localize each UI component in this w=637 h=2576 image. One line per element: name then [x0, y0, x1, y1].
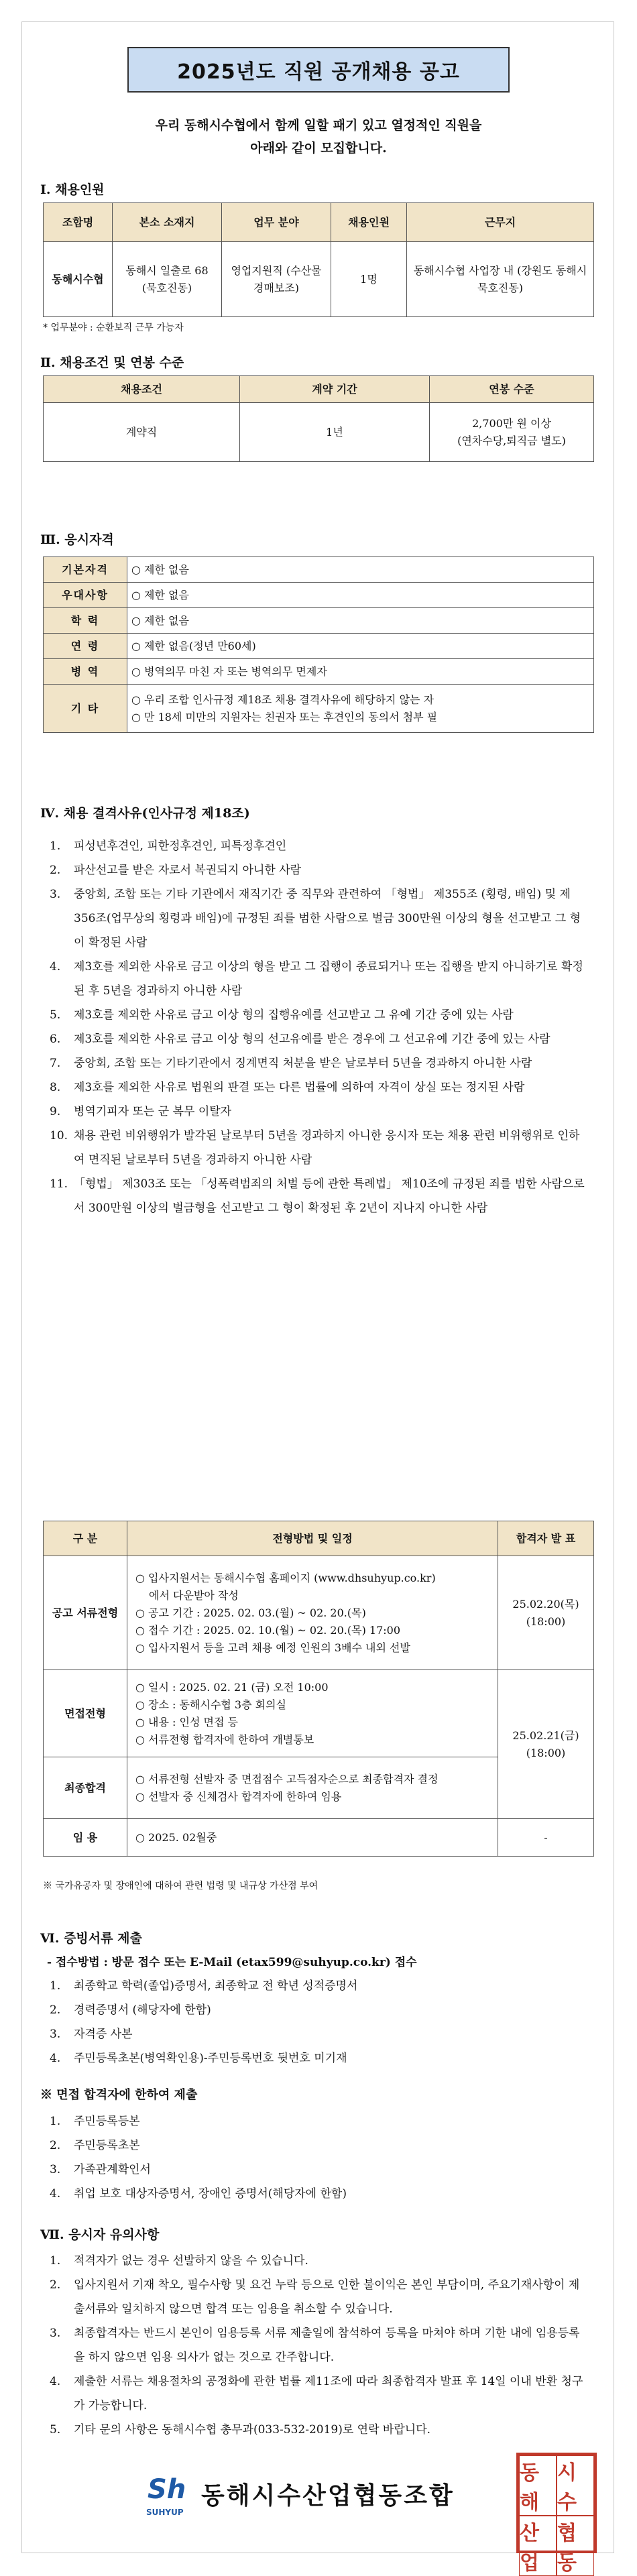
notice-list: [50, 2249, 586, 2442]
section-heading-3: Ⅲ. 응시자격: [40, 532, 114, 547]
list-item: 2. 입사지원서 기재 착오, 필수사항 및 요건 누락 등으로 인한 불이익은 본인 부담이며, 주요기재사항이 제출서류와 일치하지 않으면 합격 또는 임용을 취소할 수 있습니다.: [50, 2278, 580, 2316]
list-item: 1. 피성년후견인, 피한정후견인, 피특정후견인: [50, 839, 287, 853]
detail-line: ○ 선발자 중 신체검사 합격자에 한하여 임용: [135, 1790, 342, 1803]
document-list: [50, 1974, 586, 2070]
section-heading-6: Ⅵ. 증빙서류 제출: [40, 1931, 142, 1946]
list-item: 5. 기타 문의 사항은 동해시수협 총무과(033-532-2019)로 연락 바랍니다.: [50, 2423, 431, 2437]
list-item: 1. 주민등록등본: [50, 2115, 140, 2128]
official-seal: [516, 2453, 597, 2575]
qualification-table: [43, 557, 594, 733]
list-item: 3. 최종합격자는 반드시 본인이 임용등록 서류 제출일에 참석하여 등록을 마쳐야 하며 기한 내에 임용등록을 하지 않으면 임용 의사가 없는 것으로 간주합니다.: [50, 2327, 580, 2364]
row-hire-key: 임 용: [44, 1819, 127, 1857]
row-hire-result: -: [498, 1819, 594, 1857]
list-item: 2. 파산선고를 받은 자로서 복권되지 아니한 사람: [50, 864, 302, 877]
seal-cell: 협동: [557, 2516, 594, 2576]
intro-text: [40, 114, 597, 160]
disqualification-list: [50, 834, 586, 1220]
cell-period: 1년: [240, 403, 430, 462]
section-heading-7: Ⅶ. 응시자 유의사항: [40, 2227, 160, 2242]
qual-value: ○ 병역의무 마친 자 또는 병역의무 면제자: [127, 659, 594, 685]
list-item: 4. 취업 보호 대상자증명서, 장애인 증명서(해당자에 한함): [50, 2187, 347, 2201]
intro-line-1: 우리 동해시수협에서 함께 일할 패기 있고 열정적인 직원을: [155, 118, 482, 133]
qual-key: 기 타: [44, 685, 127, 733]
interview-docs-heading: ※ 면접 합격자에 한하여 제출: [40, 2088, 198, 2102]
qual-line: ○ 우리 조합 인사규정 제18조 채용 결격사유에 해당하지 않는 자: [131, 693, 435, 706]
list-item: 11. 「형법」 제303조 또는 「성폭력범죄의 처벌 등에 관한 특례법」 제10조에 규정된 죄를 범한 사람으로서 300만원 이상의 벌금형을 선고받고 그 형이 확정된 후 2년이 지나지 아니한 사람: [50, 1177, 585, 1215]
th-category: 구 분: [44, 1521, 127, 1556]
row-doc-detail: [127, 1556, 498, 1670]
seal-cell: 동해: [519, 2455, 557, 2516]
list-item: 4. 제출한 서류는 채용절차의 공정화에 관한 법률 제11조에 따라 최종합격자 발표 후 14일 이내 반환 청구가 가능합니다.: [50, 2375, 583, 2412]
qual-line: ○ 만 18세 미만의 지원자는 친권자 또는 후견인의 동의서 첨부 필: [131, 710, 438, 723]
qual-key: 우대사항: [44, 583, 127, 608]
row-doc-key: 공고 서류전형: [44, 1556, 127, 1670]
page-title: 2025년도 직원 공개채용 공고: [127, 47, 510, 93]
list-item: 6. 제3호를 제외한 사유로 금고 이상 형의 선고유예를 받은 경우에 그 선고유예 기간 중에 있는 사람: [50, 1033, 551, 1046]
row-final-key: 최종합격: [44, 1757, 127, 1819]
detail-line: ○ 입사지원서 등을 고려 채용 예정 인원의 3배수 내외 선발: [135, 1641, 410, 1654]
seal-cell: 시수: [557, 2455, 594, 2516]
section-heading-2: Ⅱ. 채용조건 및 연봉 수준: [40, 355, 184, 370]
list-item: 3. 가족관계확인서: [50, 2163, 151, 2176]
detail-line: ○ 입사지원서는 동해시수협 홈페이지 (www.dhsuhyup.co.kr): [135, 1571, 436, 1584]
submission-method: - 접수방법 : 방문 접수 또는 E-Mail (etax599@suhyup.co.kr) 접수: [47, 1956, 417, 1969]
detail-line: ○ 접수 기간 : 2025. 02. 10.(월) ~ 02. 20.(목) 17:00: [135, 1623, 401, 1637]
list-item: 10. 채용 관련 비위행위가 발각된 날로부터 5년을 경과하지 아니한 응시자 또는 채용 관련 비위행위로 인하여 면직된 날로부터 5년을 경과하지 아니한 사람: [50, 1129, 580, 1167]
recruit-note: * 업무분야 : 순환보직 근무 가능자: [43, 323, 184, 333]
list-item: 7. 중앙회, 조합 또는 기타기관에서 징계면직 처분을 받은 날로부터 5년을 경과하지 아니한 사람: [50, 1057, 532, 1070]
th-result: 합격자 발 표: [498, 1521, 594, 1556]
qual-key: 연 령: [44, 634, 127, 659]
list-item: 2. 주민등록초본: [50, 2139, 140, 2152]
footer: [0, 2441, 637, 2575]
qual-value: ○ 제한 없음(정년 만60세): [127, 634, 594, 659]
cell-salary: [430, 403, 594, 462]
seal-cell: 산업: [519, 2516, 557, 2576]
recruit-table: [43, 202, 594, 317]
salary-note: (연차수당,퇴직금 별도): [457, 434, 566, 447]
qual-key: 병 역: [44, 659, 127, 685]
list-item: 9. 병역기피자 또는 군 복무 이탈자: [50, 1105, 232, 1118]
qual-key: 기본자격: [44, 557, 127, 583]
th-condition: 채용조건: [44, 376, 240, 403]
detail-line: 에서 다운받아 작성: [149, 1588, 239, 1602]
section-heading-4: Ⅳ. 채용 결격사유(인사규정 제18조): [40, 806, 250, 821]
detail-line: ○ 서류전형 선발자 중 면접점수 고득점자순으로 최종합격자 결정: [135, 1772, 439, 1785]
row-interview-result: 25.02.21(금) (18:00): [498, 1670, 594, 1819]
cell-count: 1명: [331, 242, 407, 317]
th-union: 조합명: [44, 203, 113, 242]
detail-line: ○ 장소 : 동해시수협 3층 회의실: [135, 1698, 286, 1711]
detail-line: ○ 내용 : 인성 면접 등: [135, 1715, 238, 1729]
schedule-note: ※ 국가유공자 및 장애인에 대하여 관련 법령 및 내규상 가산점 부여: [43, 1881, 318, 1891]
th-period: 계약 기간: [240, 376, 430, 403]
th-count: 채용인원: [331, 203, 407, 242]
condition-table: [43, 375, 594, 462]
th-field: 업무 분야: [222, 203, 331, 242]
list-item: 5. 제3호를 제외한 사유로 금고 이상 형의 집행유예를 선고받고 그 유예 기간 중에 있는 사람: [50, 1008, 514, 1022]
qual-key: 학 력: [44, 608, 127, 634]
cell-field: 영업지원직 (수산물경매보조): [222, 242, 331, 317]
row-interview-detail: [127, 1670, 498, 1757]
intro-line-2: 아래와 같이 모집합니다.: [250, 141, 387, 156]
qual-value: ○ 제한 없음: [127, 583, 594, 608]
qual-value: ○ 제한 없음: [127, 608, 594, 634]
qual-value: [127, 685, 594, 733]
cell-union: 동해시수협: [44, 242, 113, 317]
th-address: 본소 소재지: [113, 203, 222, 242]
schedule-table: [43, 1521, 594, 1857]
logo-subtext: SUHYUP: [146, 2508, 184, 2517]
detail-line: ○ 일시 : 2025. 02. 21 (금) 오전 10:00: [135, 1680, 329, 1694]
cell-address: 동해시 일출로 68 (묵호진동): [113, 242, 222, 317]
interview-doc-list: [50, 2109, 586, 2206]
row-hire-detail: ○ 2025. 02월중: [127, 1819, 498, 1857]
list-item: 4. 제3호를 제외한 사유로 금고 이상의 형을 받고 그 집행이 종료되거나 또는 집행을 받지 아니하기로 확정된 후 5년을 경과하지 아니한 사람: [50, 960, 583, 998]
row-interview-key: 면접전형: [44, 1670, 127, 1757]
list-item: 1. 적격자가 없는 경우 선발하지 않을 수 있습니다.: [50, 2254, 308, 2268]
organization-name: 동해시수산업협동조합: [201, 2482, 455, 2510]
list-item: 8. 제3호를 제외한 사유로 법원의 판결 또는 다른 법률에 의하여 자격이 상실 또는 정지된 사람: [50, 1081, 525, 1094]
list-item: 2. 경력증명서 (해당자에 한함): [50, 2003, 211, 2017]
th-method: 전형방법 및 일정: [127, 1521, 498, 1556]
list-item: 3. 중앙회, 조합 또는 기타 기관에서 재직기간 중 직무와 관련하여 「형법」 제355조 (횡령, 배임) 및 제356조(업무상의 횡령과 배임)에 규정된 죄를 범한 사람으로 벌금 300만원 이상의 형을 선고받고 그 형이 확정된 사람: [50, 888, 581, 949]
qual-value: ○ 제한 없음: [127, 557, 594, 583]
list-item: 3. 자격증 사본: [50, 2028, 133, 2041]
cell-condition: 계약직: [44, 403, 240, 462]
list-item: 4. 주민등록초본(병역확인용)-주민등록번호 뒷번호 미기재: [50, 2052, 347, 2065]
cell-workplace: 동해시수협 사업장 내 (강원도 동해시 묵호진동): [407, 242, 594, 317]
section-heading-1: Ⅰ. 채용인원: [40, 182, 105, 197]
row-final-detail: [127, 1757, 498, 1819]
suhyup-logo-icon: Sh: [148, 2474, 186, 2505]
th-salary: 연봉 수준: [430, 376, 594, 403]
list-item: 1. 최종학교 학력(졸업)증명서, 최종학교 전 학년 성적증명서: [50, 1979, 358, 1993]
th-workplace: 근무지: [407, 203, 594, 242]
row-doc-result: 25.02.20(목) (18:00): [498, 1556, 594, 1670]
detail-line: ○ 서류전형 합격자에 한하여 개별통보: [135, 1733, 314, 1746]
salary-amount: 2,700만 원 이상: [472, 416, 551, 430]
detail-line: ○ 공고 기간 : 2025. 02. 03.(월) ~ 02. 20.(목): [135, 1606, 366, 1619]
